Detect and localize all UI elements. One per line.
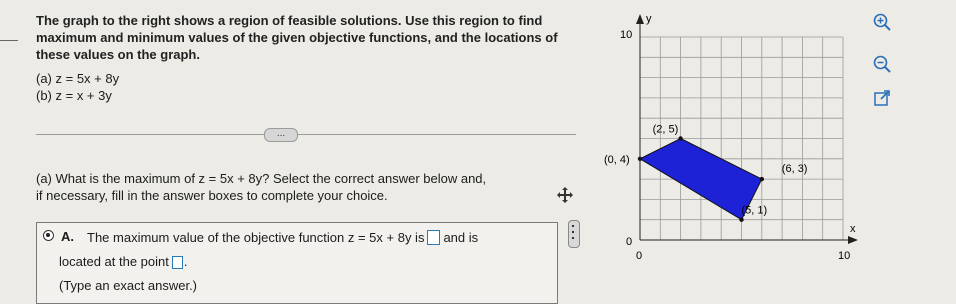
vertex-label: (5, 1) (741, 204, 768, 217)
x-axis-arrow (848, 236, 858, 244)
external-link-icon[interactable] (872, 88, 892, 108)
y-tick-0: 0 (626, 236, 633, 248)
objective-functions (36, 70, 119, 104)
section-divider (36, 134, 576, 135)
y-tick-10: 10 (620, 29, 633, 41)
zoom-in-icon[interactable] (872, 12, 892, 32)
pane-resize-handle[interactable] (568, 220, 580, 248)
max-value-input[interactable] (427, 230, 440, 245)
vertex-point (760, 177, 764, 181)
question-intro (36, 12, 576, 63)
left-margin-rule (0, 40, 18, 41)
option-a-line-2 (59, 254, 187, 269)
option-a-point-text: located at the point (59, 254, 169, 269)
part-a: (a) z = 5x + 8y (36, 71, 120, 86)
part-b: (b) z = x + 3y (36, 88, 112, 103)
max-point-input[interactable] (172, 256, 183, 269)
intro-line-1: The graph to the right shows a region of feasible solutions. Use this region to find (36, 13, 543, 28)
vertex-label: (6, 3) (781, 163, 808, 176)
move-icon[interactable] (556, 186, 574, 204)
option-a-line-1 (87, 230, 478, 245)
y-axis-label: y (646, 13, 652, 25)
option-a-letter: A. (61, 229, 74, 244)
intro-line-3: these values on the graph. (36, 47, 200, 62)
vertex-point (678, 136, 682, 140)
vertex-label: (2, 5) (652, 123, 679, 136)
vertex-point (739, 218, 743, 222)
subquestion-line-2: if necessary, fill in the answer boxes to complete your choice. (36, 188, 388, 203)
x-axis-label: x (850, 223, 856, 235)
subquestion-line-1: (a) What is the maximum of z = 5x + 8y? Select the correct answer below and, (36, 171, 487, 186)
expand-more-button[interactable]: ... (264, 128, 298, 142)
option-a-text-before: The maximum value of the objective function z = 5x + 8y is (87, 230, 425, 245)
intro-line-2: maximum and minimum values of the given objective functions, and the locations of (36, 30, 558, 45)
x-tick-10: 10 (838, 250, 851, 262)
vertex-label: (0, 4) (604, 153, 630, 166)
x-tick-0: 0 (636, 250, 643, 262)
y-axis-arrow (636, 14, 644, 24)
answer-option-a[interactable] (36, 222, 558, 304)
option-a-text-after: and is (443, 230, 479, 245)
zoom-out-icon[interactable] (872, 54, 892, 74)
option-a-hint: (Type an exact answer.) (59, 278, 198, 293)
option-a-period: . (183, 254, 188, 269)
feasible-region-graph (600, 0, 870, 296)
option-a-radio[interactable] (43, 230, 54, 241)
subquestion (36, 170, 556, 204)
